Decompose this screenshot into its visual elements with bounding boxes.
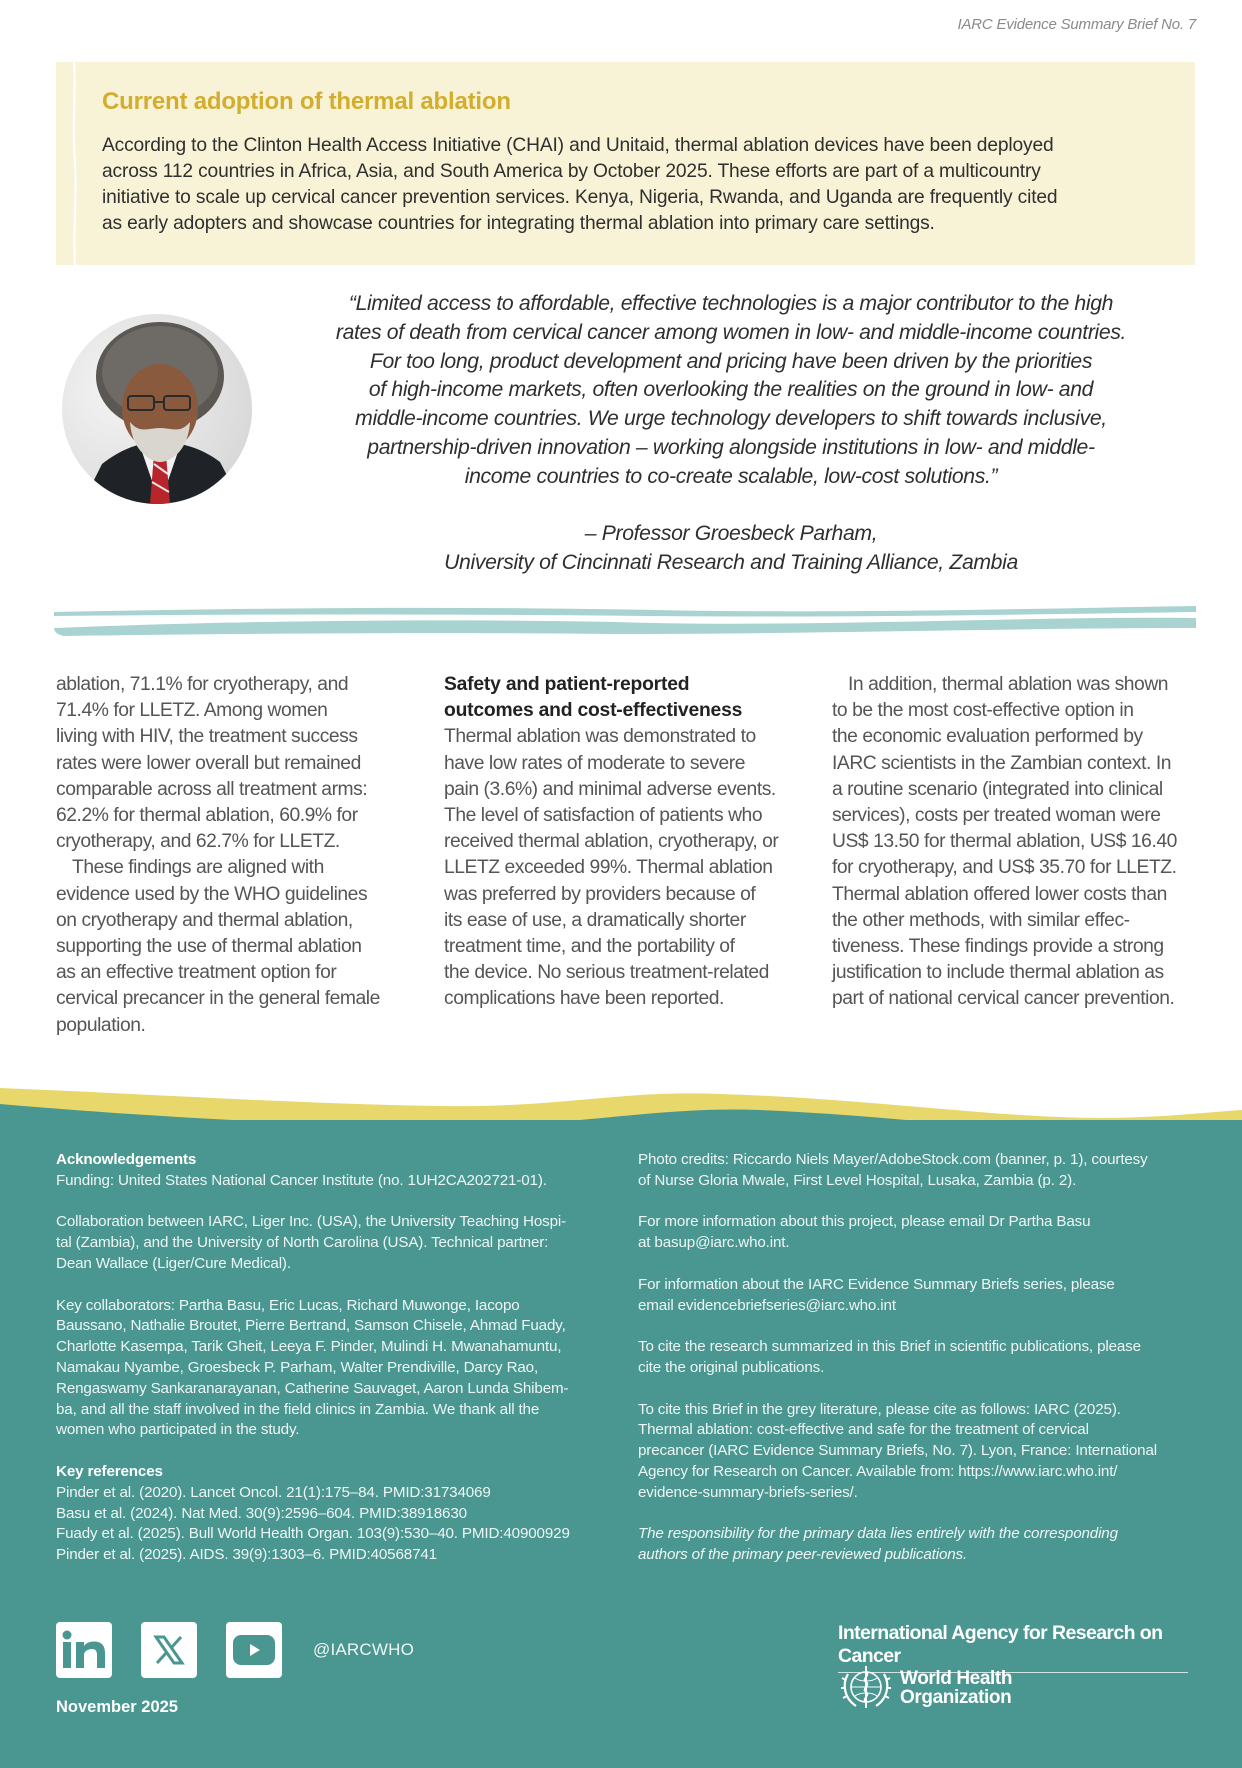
footer-left-column (56, 1150, 616, 1566)
text-line: living with HIV, the treatment success (56, 726, 358, 748)
footer-right-column (638, 1150, 1198, 1566)
text-line: Collaboration between IARC, Liger Inc. (USA), the University Teaching Hospi- (56, 1213, 566, 1231)
text-line: was preferred by providers because of (444, 883, 756, 905)
text-line: IARC scientists in the Zambian context. In (832, 752, 1172, 774)
text-line: on cryotherapy and thermal ablation, (56, 909, 353, 931)
key-references-heading: Key references (56, 1462, 163, 1480)
reference-item: Pinder et al. (2020). Lancet Oncol. 21(1):175–84. PMID:31734069 (56, 1483, 491, 1501)
text-line: women who participated in the study. (56, 1421, 300, 1439)
attribution-name: – Professor Groesbeck Parham, (584, 522, 878, 545)
quote-line: “Limited access to affordable, effective technologies is a major contributor to the high (348, 292, 1114, 315)
text-line: the device. No serious treatment-related (444, 962, 769, 984)
text-line: have low rates of moderate to severe (444, 752, 746, 774)
text-line: cite the original publications. (638, 1358, 825, 1376)
key-collaborators-text (56, 1296, 616, 1442)
text-line: For more information about this project, please email Dr Partha Basu (638, 1213, 1091, 1231)
paragraph-hiv-results (56, 672, 408, 855)
text-line: In addition, thermal ablation was shown (848, 674, 1169, 695)
text-line: Thermal ablation was demonstrated to (444, 726, 756, 748)
project-email-link[interactable]: at basup@iarc.who.int. (638, 1234, 790, 1252)
text-line: To cite the research summarized in this Brief in scientific publications, please (638, 1338, 1141, 1356)
who-emblem-icon (838, 1662, 894, 1714)
text-line: Key collaborators: Partha Basu, Eric Lucas, Richard Muwonge, Iacopo (56, 1296, 520, 1314)
text-line: complications have been reported. (444, 988, 724, 1010)
body-column-2 (444, 672, 810, 1013)
body-column-3 (832, 672, 1192, 1013)
text-line: The responsibility for the primary data lies entirely with the corresponding (638, 1525, 1118, 1543)
text-line: Thermal ablation: cost-effective and safe for the treatment of cervical (638, 1421, 1089, 1439)
text-line: initiative to scale up cervical cancer prevention services. Kenya, Nigeria, Rwanda, and Uganda are frequently cited (102, 187, 1058, 208)
text-line: part of national cervical cancer prevention. (832, 988, 1175, 1010)
reference-item: Fuady et al. (2025). Bull World Health Organ. 103(9):530–40. PMID:40900929 (56, 1525, 570, 1543)
funding-text: Funding: United States National Cancer Institute (no. 1UH2CA202721-01). (56, 1171, 547, 1189)
text-line: The level of satisfaction of patients who (444, 805, 763, 827)
text-line: for cryotherapy, and US$ 35.70 for LLETZ. (832, 857, 1177, 879)
paragraph-cost-effectiveness (832, 672, 1192, 1013)
quote-line: of high-income markets, often overlooking the realities on the ground in low- and (368, 378, 1094, 402)
running-header: IARC Evidence Summary Brief No. 7 (957, 16, 1196, 33)
text-line: Baussano, Nathalie Broutet, Pierre Bertrand, Samson Chisele, Ahmad Fuady, (56, 1317, 566, 1335)
social-links (56, 1622, 414, 1678)
acknowledgements-heading: Acknowledgements (56, 1151, 197, 1168)
text-line: Rengaswamy Sankaranarayanan, Catherine Sauvaget, Aaron Lunda Shibem- (56, 1379, 569, 1397)
text-line: pain (3.6%) and minimal adverse events. (444, 778, 776, 800)
photo-credits (638, 1150, 1198, 1192)
attribution-affiliation: University of Cincinnati Research and Training Alliance, Zambia (444, 550, 1018, 574)
text-line: treatment time, and the portability of (444, 936, 735, 958)
x-icon[interactable] (141, 1622, 197, 1678)
text-line: received thermal ablation, cryotherapy, or (444, 831, 779, 853)
text-line: cryotherapy, and 62.7% for LLETZ. (56, 831, 340, 853)
youtube-icon[interactable] (226, 1622, 282, 1678)
collaboration-text (56, 1212, 616, 1274)
portrait-illustration (62, 314, 252, 504)
adoption-box-text (102, 133, 1162, 237)
who-logo (838, 1662, 1012, 1714)
text-line: across 112 countries in Africa, Asia, and South America by October 2025. These efforts are part of a multicountry (102, 161, 1041, 182)
series-email-link[interactable]: email evidencebriefseries@iarc.who.int (638, 1296, 896, 1314)
text-line: supporting the use of thermal ablation (56, 936, 362, 958)
text-line: ablation, 71.1% for cryotherapy, and (56, 674, 349, 695)
quote-line: partnership-driven innovation – working alongside institutions in low- and middle- (367, 435, 1095, 459)
disclaimer (638, 1524, 1198, 1566)
text-line: rates were lower overall but remained (56, 752, 361, 774)
text-line: the economic evaluation performed by (832, 726, 1143, 748)
text-line: population. (56, 1014, 146, 1036)
text-line: cervical precancer in the general female (56, 988, 380, 1010)
cite-brief-note (638, 1400, 1198, 1504)
text-line: For information about the IARC Evidence Summary Briefs series, please (638, 1275, 1115, 1293)
cite-research-note (638, 1337, 1198, 1379)
publication-date: November 2025 (56, 1698, 178, 1716)
linkedin-icon[interactable] (56, 1622, 112, 1678)
text-line: Dean Wallace (Liger/Cure Medical). (56, 1254, 291, 1272)
reference-list (56, 1483, 616, 1566)
quote-line: rates of death from cervical cancer among women in low- and middle-income countries. (335, 320, 1127, 344)
text-line: the other methods, with similar effec- (832, 909, 1130, 931)
text-line: evidence used by the WHO guidelines (56, 883, 368, 905)
section-heading-safety (444, 672, 810, 724)
body-column-1 (56, 672, 408, 1039)
text-line: authors of the primary peer-reviewed publications. (638, 1546, 968, 1564)
text-line: 62.2% for thermal ablation, 60.9% for (56, 805, 358, 827)
text-line: ba, and all the staff involved in the field clinics in Zambia. We thank all the (56, 1400, 540, 1418)
quote-line: middle-income countries. We urge technology developers to shift towards inclusive, (355, 407, 1107, 431)
social-handle[interactable]: @IARCWHO (313, 1640, 415, 1659)
paragraph-safety (444, 724, 810, 1012)
adoption-box-title: Current adoption of thermal ablation (102, 88, 511, 115)
text-line: Namakau Nyambe, Groesbeck P. Parham, Walter Prendiville, Darcy Rao, (56, 1358, 539, 1376)
paragraph-who-alignment (56, 855, 408, 1038)
series-url-link[interactable]: evidence-summary-briefs-series/. (638, 1483, 858, 1501)
text-line: its ease of use, a dramatically shorter (444, 909, 746, 931)
reference-item: Pinder et al. (2025). AIDS. 39(9):1303–6. PMID:40568741 (56, 1546, 437, 1564)
adoption-info-box (56, 62, 1195, 265)
who-name-line: Organization (900, 1687, 1012, 1708)
text-line: According to the Clinton Health Access Initiative (CHAI) and Unitaid, thermal ablation devices have been deployed (102, 135, 1054, 156)
text-line: of Nurse Gloria Mwale, First Level Hospital, Lusaka, Zambia (p. 2). (638, 1171, 1077, 1189)
pull-quote (276, 290, 1186, 492)
iarc-wordmark: International Agency for Research on Cancer (838, 1622, 1188, 1673)
series-contact (638, 1275, 1198, 1317)
quote-attribution (276, 520, 1186, 578)
project-contact (638, 1212, 1198, 1254)
text-line: US$ 13.50 for thermal ablation, US$ 16.40 (832, 831, 1177, 853)
portrait-photo (62, 314, 252, 504)
text-line: as early adopters and showcase countries for integrating thermal ablation into primary care settings. (102, 213, 935, 234)
reference-item: Basu et al. (2024). Nat Med. 30(9):2596–604. PMID:38918630 (56, 1504, 467, 1522)
text-line: To cite this Brief in the grey literature, please cite as follows: IARC (2025). (638, 1400, 1121, 1418)
text-line: Thermal ablation offered lower costs than (832, 883, 1167, 905)
who-wordmark (900, 1669, 1012, 1707)
decorative-wavy-stripe (70, 62, 78, 265)
who-name-line: World Health (900, 1668, 1013, 1689)
series-url-link[interactable]: Agency for Research on Cancer. Available from: https://www.iarc.who.int/ (638, 1462, 1118, 1480)
text-line: tiveness. These findings provide a strong (832, 936, 1164, 958)
text-line: Charlotte Kasempa, Tarik Gheit, Leeya F. Pinder, Mulindi H. Mwanahamuntu, (56, 1338, 562, 1356)
text-line: 71.4% for LLETZ. Among women (56, 700, 328, 722)
text-line: to be the most cost-effective option in (832, 700, 1134, 722)
text-line: Photo credits: Riccardo Niels Mayer/AdobeStock.com (banner, p. 1), courtesy (638, 1151, 1148, 1168)
heading-line: outcomes and cost-effectiveness (444, 700, 743, 722)
text-line: a routine scenario (integrated into clinical (832, 778, 1163, 800)
footer (0, 1120, 1242, 1768)
text-line: justification to include thermal ablation as (832, 962, 1164, 984)
quote-line: For too long, product development and pricing have been driven by the priorities (369, 349, 1093, 373)
text-line: tal (Zambia), and the University of North Carolina (USA). Technical partner: (56, 1234, 549, 1252)
brush-stroke-divider (54, 604, 1196, 640)
text-line: as an effective treatment option for (56, 962, 337, 984)
text-line: LLETZ exceeded 99%. Thermal ablation (444, 857, 773, 879)
heading-line: Safety and patient-reported (444, 674, 690, 695)
text-line: comparable across all treatment arms: (56, 778, 368, 800)
text-line: services), costs per treated woman were (832, 805, 1161, 827)
text-line: precancer (IARC Evidence Summary Briefs, No. 7). Lyon, France: International (638, 1442, 1157, 1460)
quote-line: income countries to co-create scalable, low-cost solutions.” (464, 464, 998, 488)
text-line: These findings are aligned with (72, 857, 324, 879)
